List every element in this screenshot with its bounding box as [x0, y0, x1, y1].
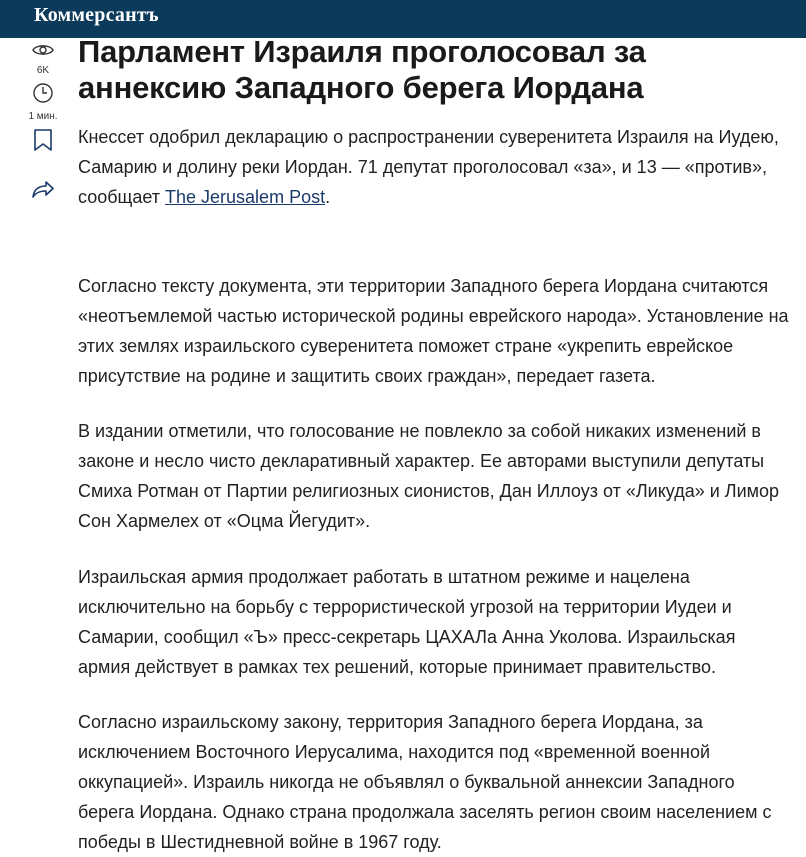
share-button[interactable] — [22, 179, 64, 204]
source-link[interactable]: The Jerusalem Post — [165, 187, 326, 207]
article-title: Парламент Израиля проголосовал за аннексию Западного берега Иордана — [78, 34, 646, 105]
article-paragraph: Израильская армия продолжает работать в штатном режиме и нацелена исключительно на борьбу с террористической угрозой на территории Иудеи и Самарии, сообщил «Ъ» пресс-секретарь ЦАХАЛа Анна Уколова. Израильская армия действует в рамках тех решений, которые принимает правительство. — [78, 567, 736, 677]
views-count: 6K — [36, 65, 50, 76]
site-logo[interactable]: Коммерсантъ — [34, 4, 159, 26]
bookmark-button[interactable] — [22, 128, 64, 157]
article-paragraph — [78, 122, 790, 212]
share-icon — [31, 179, 55, 199]
views-counter — [22, 42, 64, 76]
article-paragraph: Согласно израильскому закону, территория Западного берега Иордана, за исключением Восточного Иерусалима, находится под «временной военной оккупацией». Израиль никогда не объявлял о буквальной аннексии Западного берега Иордана. Однако страна продолжала заселять регион своим населением с победы в Шестидневной войне в 1967 году. — [78, 712, 772, 852]
article-paragraph: Согласно тексту документа, эти территории Западного берега Иордана считаются «неотъемлемой частью исторической родины еврейского народа». Установление на этих землях израильского суверенитета поможет стране «укрепить еврейское присутствие на родине и защитить своих граждан», передает газета. — [78, 276, 789, 386]
paragraph-text: Кнессет одобрил декларацию о распространении суверенитета Израиля на Иудею, Самарию и долину реки Иордан. 71 депутат проголосовал «за», и 13 — «против», сообщает — [78, 127, 779, 207]
header-bar — [0, 0, 806, 38]
read-time-label: 1 мин. — [28, 111, 58, 122]
clock-icon — [32, 82, 54, 104]
article — [78, 34, 790, 852]
read-time — [22, 82, 64, 122]
article-paragraph: В издании отметили, что голосование не повлекло за собой никаких изменений в законе и несло чисто декларативный характер. Ее авторами выступили депутаты Смиха Ротман от Партии религиозных сионистов, Дан Иллоуз от «Ликуда» и Лимор Сон Хармелех от «Оцма Йегудит». — [78, 421, 780, 531]
article-side-rail — [22, 40, 64, 204]
eye-icon — [32, 42, 54, 58]
bookmark-icon — [33, 128, 53, 152]
paragraph-text-end: . — [325, 187, 331, 207]
